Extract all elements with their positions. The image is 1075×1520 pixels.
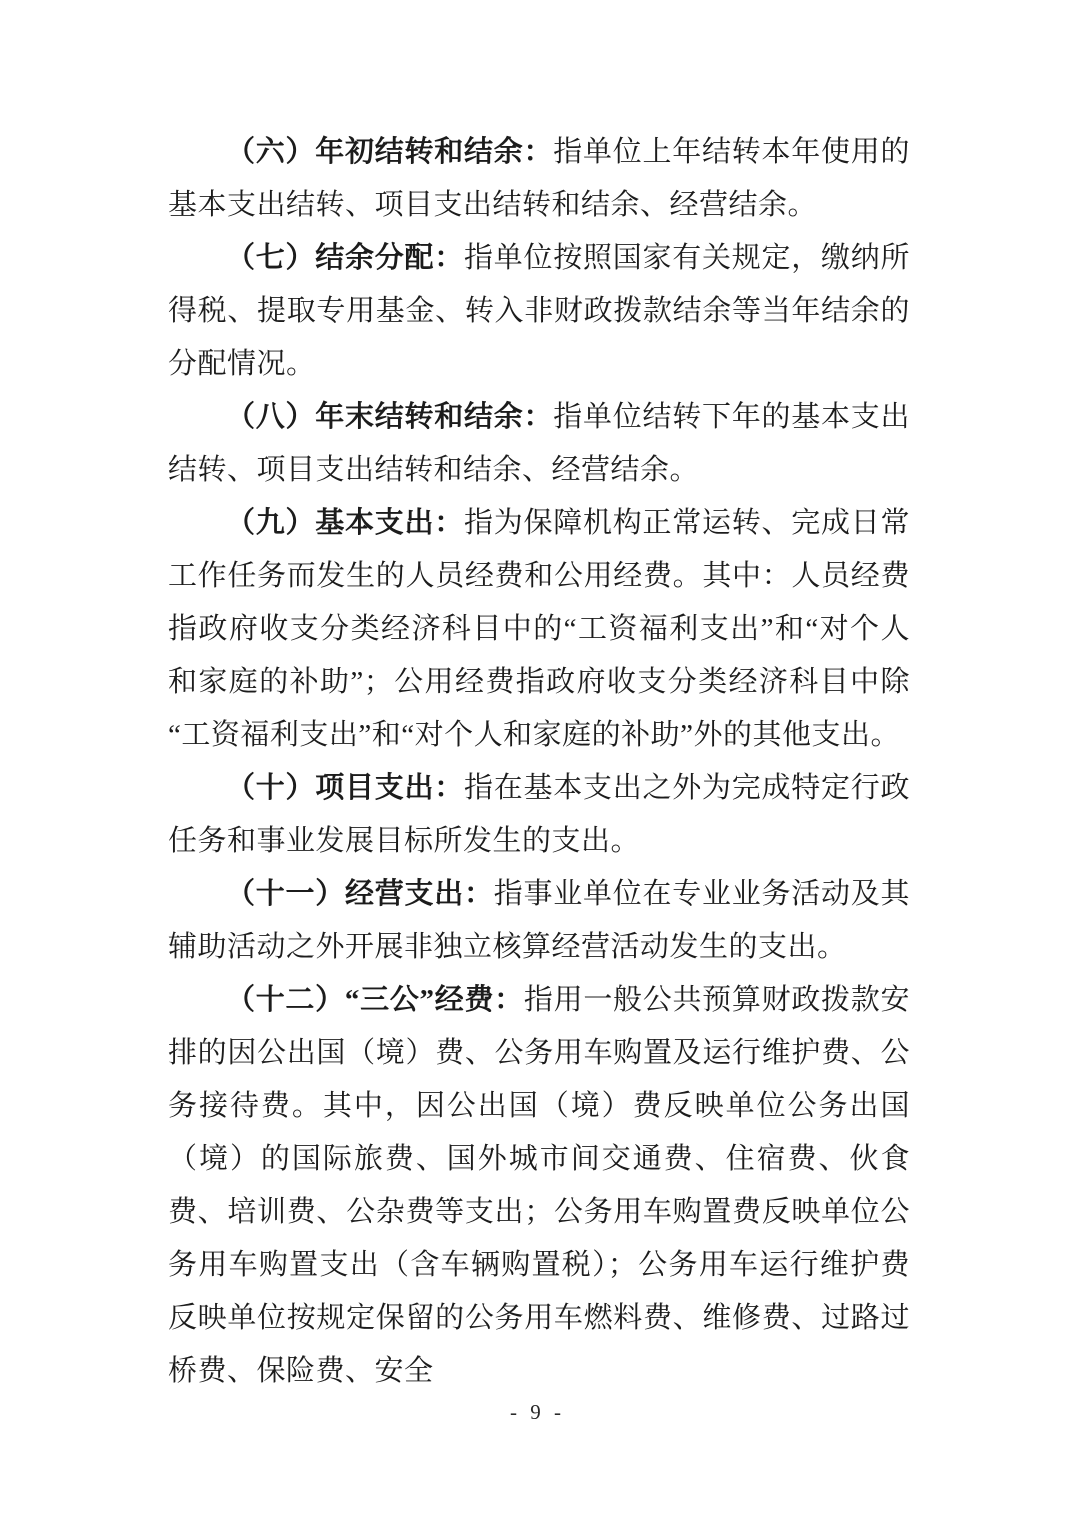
paragraph-11-label: （十一）经营支出： xyxy=(226,878,494,910)
paragraph-12-label: （十二）“三公”经费： xyxy=(226,984,524,1016)
paragraph-7-label: （七）结余分配： xyxy=(226,242,464,274)
paragraph-7-text: 指单位按照国家有关规定，缴纳所得税、提取专用基金、转入非财政拨款结余等当年结余的分配情况。 xyxy=(168,242,910,380)
paragraph-10-text: 指在基本支出之外为完成特定行政任务和事业发展目标所发生的支出。 xyxy=(168,772,910,857)
paragraph-9-label: （九）基本支出： xyxy=(226,507,464,539)
paragraph-11 xyxy=(168,868,910,974)
paragraph-7 xyxy=(168,232,910,391)
document-body xyxy=(168,126,910,1398)
paragraph-6-label: （六）年初结转和结余： xyxy=(226,136,554,168)
paragraph-8 xyxy=(168,391,910,497)
paragraph-8-text: 指单位结转下年的基本支出结转、项目支出结转和结余、经营结余。 xyxy=(168,401,910,486)
page-number: - 9 - xyxy=(510,1400,565,1424)
paragraph-12-text: 指用一般公共预算财政拨款安排的因公出国（境）费、公务用车购置及运行维护费、公务接待费。其中，因公出国（境）费反映单位公务出国（境）的国际旅费、国外城市间交通费、住宿费、伙食费、培训费、公杂费等支出；公务用车购置费反映单位公务用车购置支出（含车辆购置税）；公务用车运行维护费反映单位按规定保留的公务用车燃料费、维修费、过路过桥费、保险费、安全 xyxy=(168,984,910,1387)
paragraph-11-text: 指事业单位在专业业务活动及其辅助活动之外开展非独立核算经营活动发生的支出。 xyxy=(168,878,910,963)
paragraph-6 xyxy=(168,126,910,232)
paragraph-10-label: （十）项目支出： xyxy=(226,772,464,804)
paragraph-6-text: 指单位上年结转本年使用的基本支出结转、项目支出结转和结余、经营结余。 xyxy=(168,136,910,221)
paragraph-10 xyxy=(168,762,910,868)
paragraph-9 xyxy=(168,497,910,762)
paragraph-8-label: （八）年末结转和结余： xyxy=(226,401,554,433)
paragraph-9-text: 指为保障机构正常运转、完成日常工作任务而发生的人员经费和公用经费。其中：人员经费指政府收支分类经济科目中的“工资福利支出”和“对个人和家庭的补助”；公用经费指政府收支分类经济科目中除“工资福利支出”和“对个人和家庭的补助”外的其他支出。 xyxy=(168,507,910,751)
paragraph-12 xyxy=(168,974,910,1398)
